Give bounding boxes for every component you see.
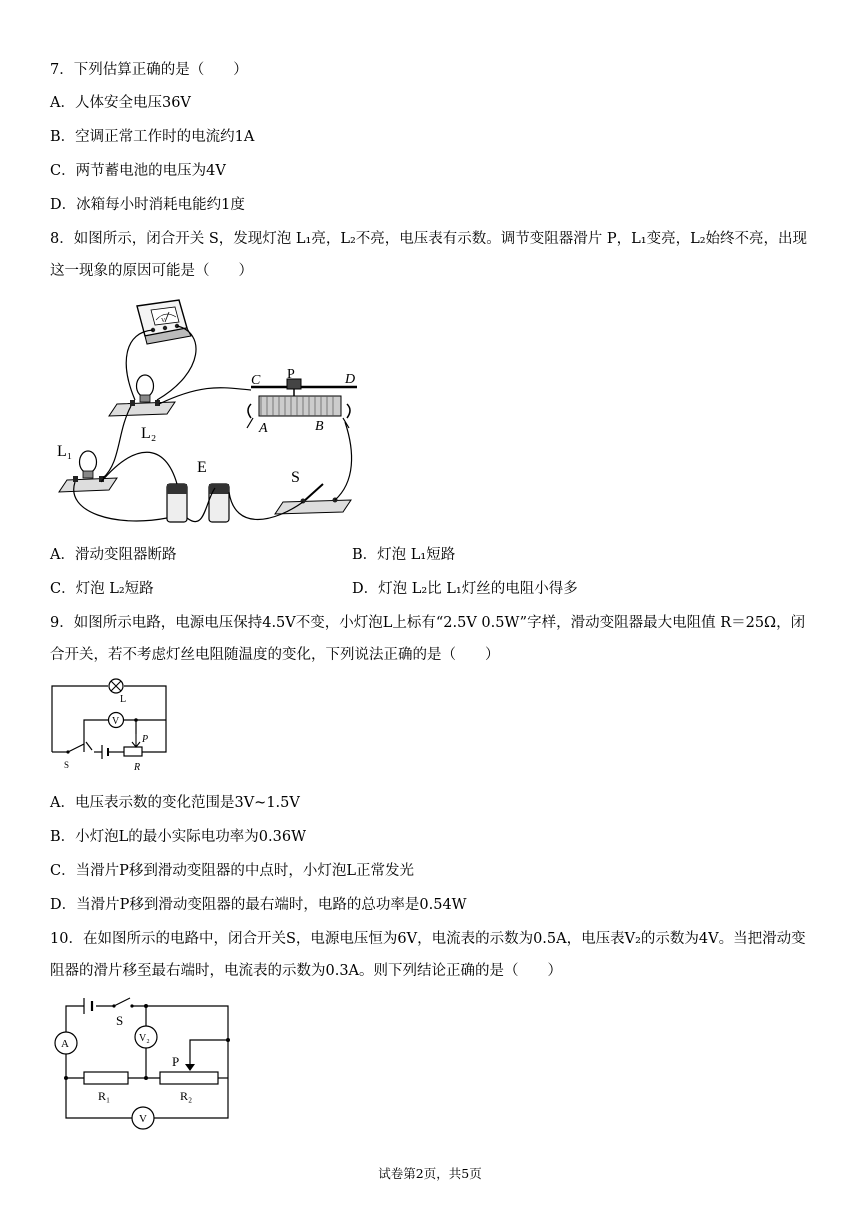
- voltmeter-icon: [137, 300, 191, 344]
- svg-text:A: A: [259, 421, 268, 436]
- svg-text:C: C: [251, 373, 261, 388]
- q7-option-d: D．冰箱每小时消耗电能约1度: [50, 197, 245, 213]
- switch-s-icon: [68, 744, 84, 752]
- svg-text:S: S: [64, 760, 70, 770]
- q9-option-a: A．电压表示数的变化范围是3V~1.5V: [50, 795, 300, 811]
- q10-stem: 10．在如图所示的电路中，闭合开关S，电源电压恒为6V，电流表的示数为0.5A，电压表V₂的示数为4V。当把滑动变阻器的滑片移至最右端时，电流表的示数为0.3A。则下列结论正确的是（ ）: [50, 931, 806, 979]
- q9-circuit-figure: [44, 676, 174, 776]
- svg-text:B: B: [315, 419, 324, 434]
- svg-text:R: R: [134, 762, 141, 773]
- svg-text:V: V: [112, 716, 120, 727]
- svg-text:V: V: [161, 318, 166, 324]
- svg-text:V: V: [139, 1113, 147, 1125]
- svg-text:V₂: V₂: [139, 1033, 150, 1044]
- q8-option-d: D．灯泡 L₂比 L₁灯丝的电阻小得多: [352, 581, 578, 597]
- svg-text:A: A: [61, 1038, 69, 1050]
- svg-text:P: P: [142, 734, 149, 745]
- svg-text:P: P: [172, 1054, 180, 1069]
- rheostat-r-icon: [124, 747, 142, 756]
- svg-text:L: L: [120, 694, 127, 705]
- q7-stem: 7．下列估算正确的是（ ）: [50, 62, 248, 78]
- svg-text:R₁: R₁: [98, 1089, 111, 1103]
- q9-stem: 9．如图所示电路，电源电压保持4.5V不变，小灯泡L上标有“2.5V 0.5W”字样，滑动变阻器最大电阻值 R＝25Ω，闭合开关，若不考虑灯丝电阻随温度的变化，下列说法正确的是（ ）: [50, 615, 806, 663]
- q8-option-b: B．灯泡 L₁短路: [352, 547, 456, 563]
- switch-s-icon: [275, 484, 351, 514]
- q7-option-c: C．两节蓄电池的电压为4V: [50, 163, 226, 179]
- svg-text:L₁: L₁: [57, 443, 73, 460]
- svg-text:S: S: [116, 1013, 124, 1028]
- page-footer: 试卷第2页，共5页: [378, 1166, 482, 1181]
- q8-circuit-figure: [55, 292, 375, 532]
- svg-text:S: S: [291, 469, 300, 486]
- q8-option-c: C．灯泡 L₂短路: [50, 581, 154, 597]
- switch-s-icon: [114, 998, 130, 1006]
- svg-text:R₂: R₂: [180, 1089, 193, 1103]
- q9-option-c: C．当滑片P移到滑动变阻器的中点时，小灯泡L正常发光: [50, 863, 414, 879]
- q7-option-a: A．人体安全电压36V: [50, 95, 191, 111]
- battery-e-icon: [167, 484, 229, 522]
- svg-text:P: P: [287, 367, 295, 382]
- resistor-r1-icon: [84, 1072, 128, 1084]
- q8-option-a: A．滑动变阻器断路: [50, 547, 177, 563]
- rheostat-r2-icon: [160, 1072, 218, 1084]
- svg-text:E: E: [197, 459, 207, 476]
- q7-option-b: B．空调正常工作时的电流约1A: [50, 129, 255, 145]
- svg-text:D: D: [345, 372, 356, 387]
- svg-text:L₂: L₂: [141, 425, 157, 442]
- q10-circuit-figure: [48, 990, 248, 1135]
- q9-option-d: D．当滑片P移到滑动变阻器的最右端时，电路的总功率是0.54W: [50, 897, 467, 913]
- q8-stem: 8．如图所示，闭合开关 S，发现灯泡 L₁亮，L₂不亮，电压表有示数。调节变阻器滑片 P，L₁变亮，L₂始终不亮，出现这一现象的原因可能是（ ）: [50, 231, 808, 279]
- q9-option-b: B．小灯泡L的最小实际电功率为0.36W: [50, 829, 306, 845]
